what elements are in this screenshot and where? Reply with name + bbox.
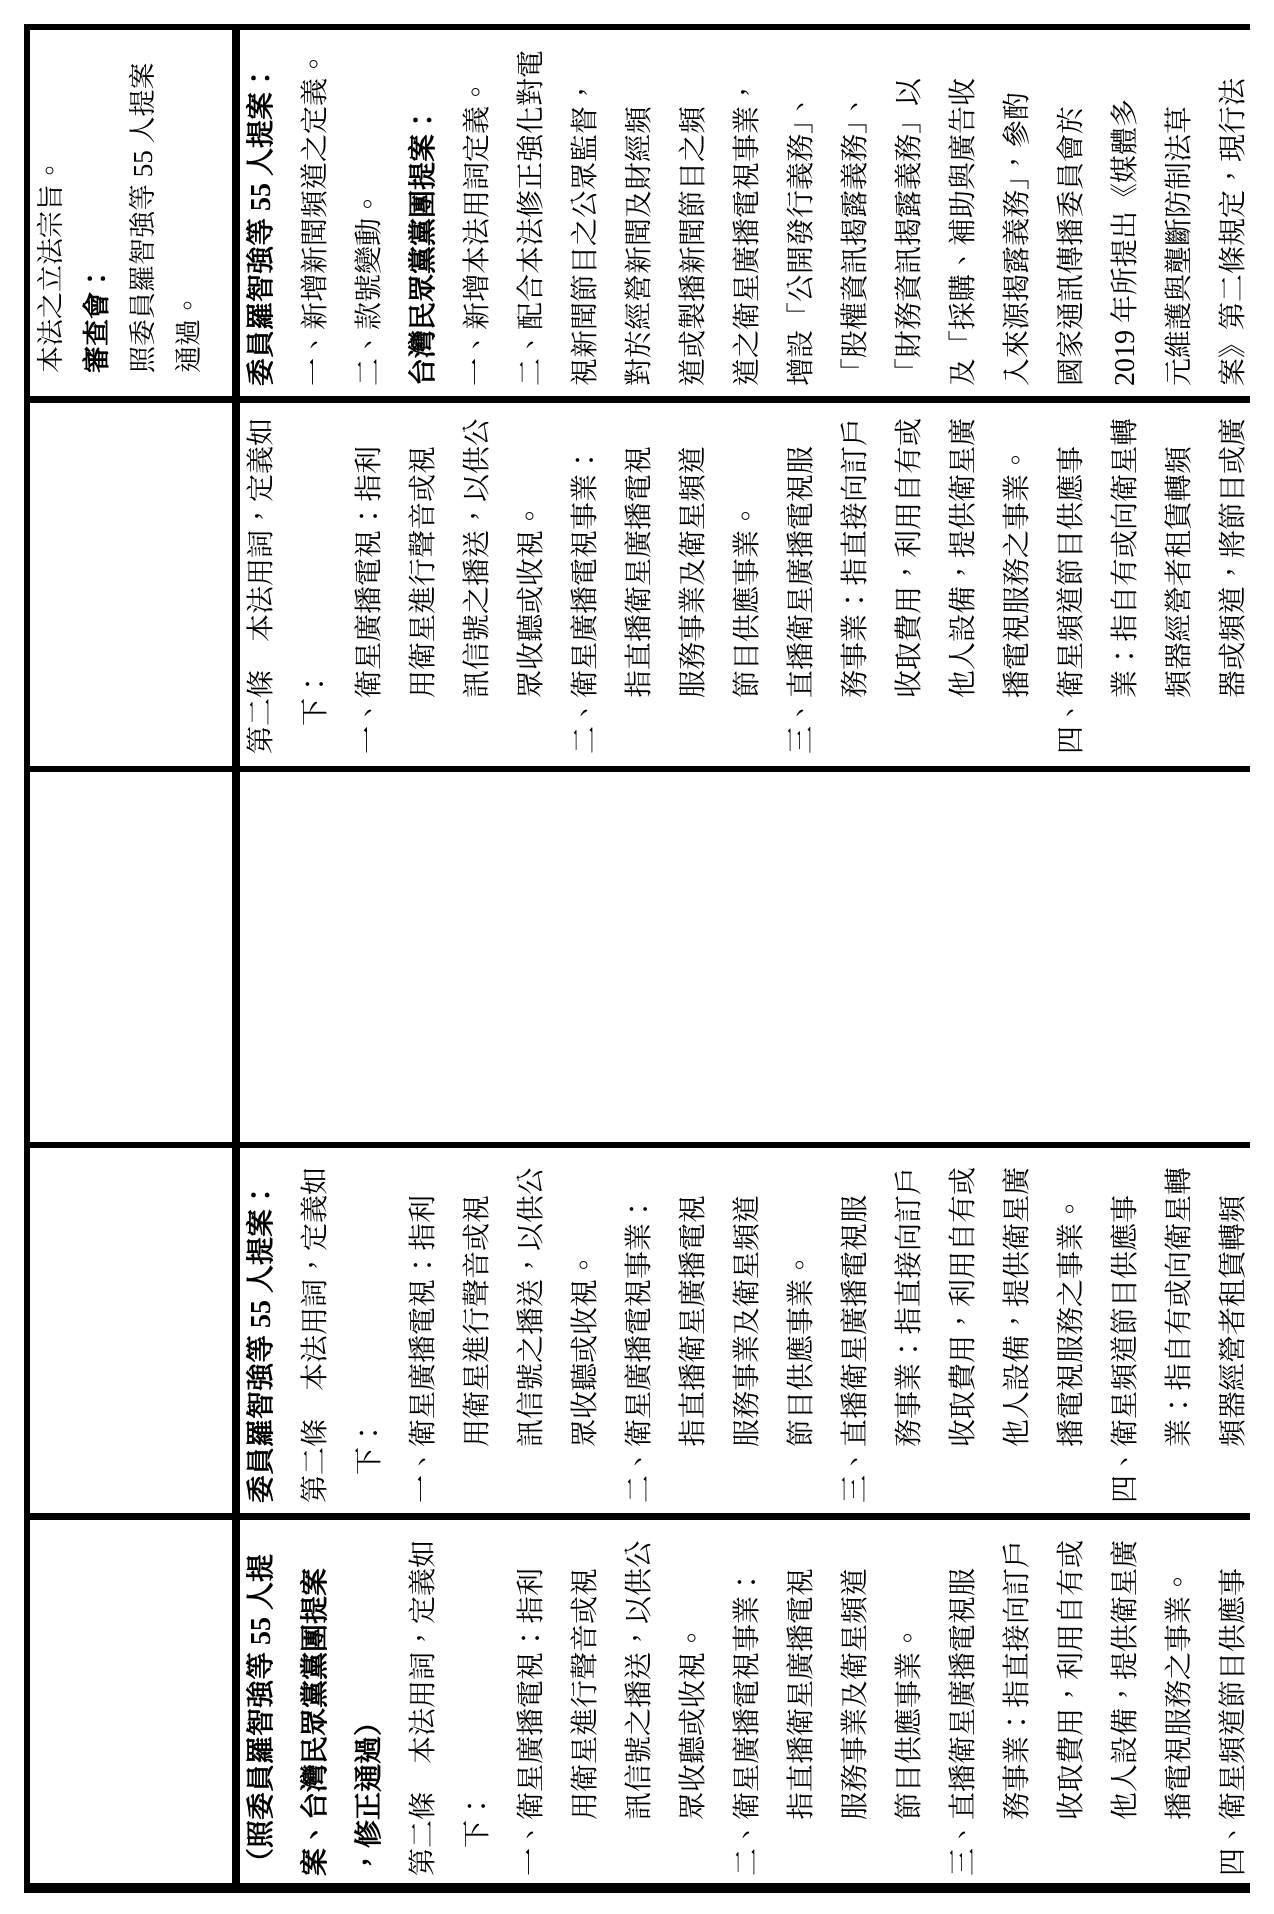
text-line: 指直播衛星廣播電視 [678,1194,709,1447]
text-line: 「股權資訊揭露義務」、 [840,91,871,386]
text-line: 「財務資訊揭露義務」以 [894,77,925,386]
table-border-top [24,24,30,1892]
text-line: 一、新增新聞頻道之定義。 [300,49,331,386]
text-line: 通過。 [174,292,204,373]
text-line: 視新聞節目之公眾監督， [570,77,601,386]
text-line: 下： [300,669,331,726]
text-line: 他人設備，提供衛星廣 [1110,1539,1141,1820]
text-line: 務事業：指直接向訂戶 [894,1166,925,1447]
cell-review-committee-note [36,37,220,373]
text-line: 二、款號變動。 [354,189,385,386]
text-line: 業：指自有或向衛星轉 [1164,1166,1195,1447]
text-line: 務事業：指直接向訂戶 [1002,1539,1033,1820]
text-line: 元維護與壟斷防制法草 [1164,105,1195,386]
text-line: 一、衛星廣播電視：指利 [354,445,385,754]
text-line: 服務事業及衛星頻道 [678,445,709,698]
text-line: 下： [462,1791,493,1848]
text-line: 頻器經營者租賃轉頻 [1218,1194,1249,1447]
text-line: 第二條 本法用詞，定義如 [408,1539,439,1876]
text-line: 收取費用，利用自有或 [1056,1539,1087,1820]
text-line: 節目供應事業。 [786,1250,817,1447]
text-line: 審查會： [82,265,112,373]
text-line: 第二條 本法用詞，定義如 [300,1166,331,1503]
cell-empty-column [246,778,1236,1138]
text-line: 二、衛星廣播電視事業： [732,1567,763,1876]
text-line: 他人設備，提供衛星廣 [1002,1166,1033,1447]
text-line: 節目供應事業。 [894,1623,925,1820]
text-line: 下： [354,1418,385,1475]
text-line: 四、衛星頻道節目供應事 [1218,1567,1249,1876]
table-row-divider [232,24,240,1893]
text-line: 台灣民眾黨黨團提案： [408,105,439,386]
text-line: 收取費用，利用自有或 [894,417,925,698]
text-line: 第二條 本法用詞，定義如 [246,417,277,754]
text-line: 節目供應事業。 [732,501,763,698]
cell-explanation [246,34,1272,386]
text-line: 訊信號之播送，以供公 [462,417,493,698]
text-line: ，修正通過） [354,1707,385,1876]
cell-luo-proposal [246,1151,1272,1503]
text-line: 服務事業及衛星頻道 [840,1567,871,1820]
text-line: 播電視服務之事業。 [1002,445,1033,698]
table-border-right [24,24,1250,30]
text-line: 對於經營新聞及財經頻 [624,105,655,386]
table-column-divider-2 [24,1142,1250,1148]
text-line: 二、配合本法修正強化對電 [516,49,547,386]
text-line: 指直播衛星廣播電視 [624,445,655,698]
text-line: 四、衛星頻道節目供應事 [1110,1194,1141,1503]
text-line: 三、直播衛星廣播電視服 [840,1194,871,1503]
text-line: 一、衛星廣播電視：指利 [408,1194,439,1503]
cell-committee-adopted [246,1524,1272,1876]
text-line: 委員羅智強等 55 人提案： [246,1180,277,1503]
text-line: 用衛星進行聲音或視 [570,1567,601,1820]
text-line: 他人設備，提供衛星廣 [948,417,979,698]
text-line: 指直播衛星廣播電視 [786,1567,817,1820]
text-line: 及「採購、補助與廣告收 [948,77,979,386]
text-line: 眾收聽或收視。 [678,1623,709,1820]
text-line: 案》第二條規定，現行法 [1218,77,1249,386]
text-line: 播電視服務之事業。 [1056,1194,1087,1447]
text-line: 播電視服務之事業。 [1164,1567,1195,1820]
text-line: 案、台灣民眾黨黨團提案 [300,1567,331,1876]
text-line: 三、直播衛星廣播電視服 [786,445,817,754]
text-line: 增設「公開發行義務」、 [786,91,817,386]
text-line: 二、衛星廣播電視事業： [570,445,601,754]
text-line: 照委員羅智強等 55 人提案 [128,62,158,373]
table-column-divider-3 [24,766,1250,772]
text-line: 入來源揭露義務」，參酌 [1002,91,1033,386]
cell-current-law [246,406,1272,754]
table-column-divider-1 [24,1513,1250,1520]
text-line: 收取費用，利用自有或 [948,1166,979,1447]
table-column-divider-4 [24,396,1250,403]
text-line: 頻器經營者租賃轉頻 [1164,445,1195,698]
text-line: 訊信號之播送，以供公 [516,1166,547,1447]
text-line: （照委員羅智強等 55 人提 [246,1553,277,1876]
text-line: 2019 年所提出《媒體多 [1110,98,1141,386]
text-line: 用衛星進行聲音或視 [462,1194,493,1447]
text-line: 服務事業及衛星頻道 [732,1194,763,1447]
text-line: 一、衛星廣播電視：指利 [516,1567,547,1876]
text-line: 一、新增本法用詞定義。 [462,77,493,386]
text-line: 四、衛星頻道節目供應事 [1056,445,1087,754]
text-line: 三、直播衛星廣播電視服 [948,1567,979,1876]
text-line: 眾收聽或收視。 [570,1250,601,1447]
text-line: 道之衛星廣播電視事業， [732,77,763,386]
text-line: 委員羅智強等 55 人提案： [246,63,277,386]
text-line: 訊信號之播送，以供公 [624,1539,655,1820]
text-line: 眾收聽或收視。 [516,501,547,698]
text-line: 務事業：指直接向訂戶 [840,417,871,698]
text-line: 器或頻道，將節目或廣 [1218,417,1249,698]
text-line: 業：指自有或向衛星轉 [1110,417,1141,698]
text-line: 用衛星進行聲音或視 [408,445,439,698]
text-line: 道或製播新聞節目之頻 [678,105,709,386]
text-line: 國家通訊傳播委員會於 [1056,105,1087,386]
text-line: 二、衛星廣播電視事業： [624,1194,655,1503]
text-line: 本法之立法宗旨。 [36,157,66,373]
table-border-left [24,1883,1250,1893]
